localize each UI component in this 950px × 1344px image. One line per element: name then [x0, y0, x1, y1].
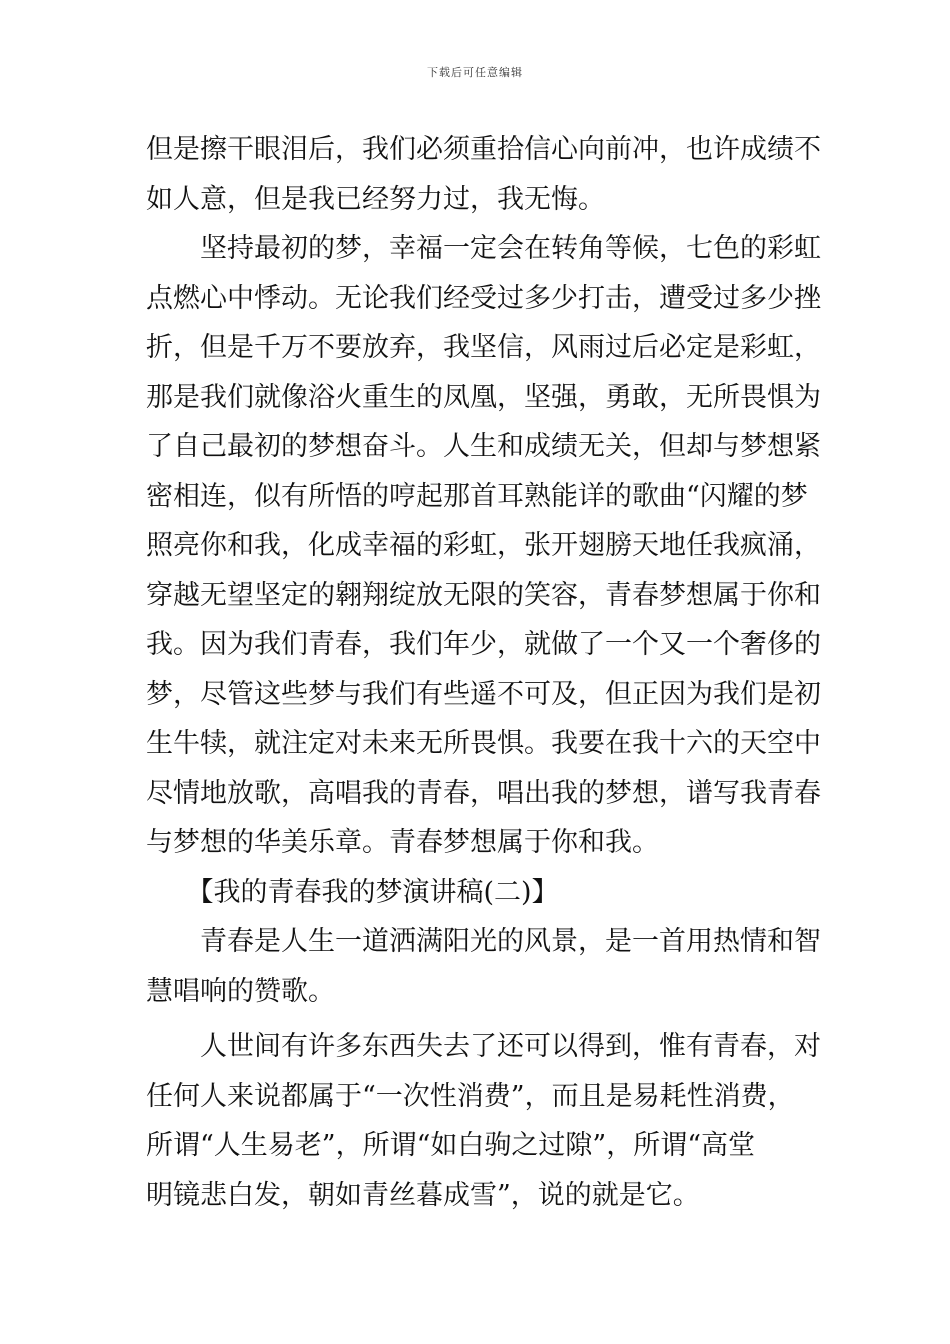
body-line-9: 照亮你和我，化成幸福的彩虹，张开翅膀天地任我疯涌， — [146, 530, 821, 561]
body-line-13: 生牛犊，就注定对未来无所畏惧。我要在我十六的天空中 — [146, 728, 821, 759]
body-line-6: 那是我们就像浴火重生的凤凰，坚强，勇敢，无所畏惧为 — [146, 382, 821, 413]
body-line-4: 点燃心中悸动。无论我们经受过多少打击，遭受过多少挫 — [146, 283, 821, 314]
body-line-14: 尽情地放歌，高唱我的青春，唱出我的梦想，谱写我青春 — [146, 778, 821, 809]
page-header: 下载后可任意编辑 — [427, 66, 523, 79]
body-line-8: 密相连，似有所悟的哼起那首耳熟能详的歌曲“闪耀的梦 — [146, 481, 808, 512]
body-line-17: 青春是人生一道洒满阳光的风景，是一首用热情和智 — [146, 926, 821, 957]
body-line-1: 但是擦干眼泪后，我们必须重拾信心向前冲，也许成绩不 — [146, 134, 821, 165]
body-line-21: 所谓“人生易老”，所谓“如白驹之过隙”，所谓“高堂 — [146, 1130, 756, 1161]
body-line-11: 我。因为我们青春，我们年少，就做了一个又一个奢侈的 — [146, 629, 821, 660]
body-line-19: 人世间有许多东西失去了还可以得到，惟有青春，对 — [146, 1031, 821, 1062]
body-line-12: 梦，尽管这些梦与我们有些遥不可及，但正因为我们是初 — [146, 679, 821, 710]
body-line-3: 坚持最初的梦，幸福一定会在转角等候，七色的彩虹 — [146, 233, 821, 264]
body-line-10: 穿越无望坚定的翱翔绽放无限的笑容，青春梦想属于你和 — [146, 580, 821, 611]
body-line-7: 了自己最初的梦想奋斗。人生和成绩无关，但却与梦想紧 — [146, 431, 821, 462]
body-line-5: 折，但是千万不要放弃，我坚信，风雨过后必定是彩虹， — [146, 332, 821, 363]
body-line-2: 如人意，但是我已经努力过，我无悔。 — [146, 184, 605, 215]
body-line-20: 任何人来说都属于“一次性消费”，而且是易耗性消费， — [146, 1081, 795, 1112]
body-line-18: 慧唱响的赞歌。 — [146, 976, 335, 1007]
body-line-22: 明镜悲白发，朝如青丝暮成雪”，说的就是它。 — [146, 1180, 700, 1211]
body-line-15: 与梦想的华美乐章。青春梦想属于你和我。 — [146, 827, 659, 858]
section-heading: 【我的青春我的梦演讲稿(二)】 — [146, 877, 559, 908]
